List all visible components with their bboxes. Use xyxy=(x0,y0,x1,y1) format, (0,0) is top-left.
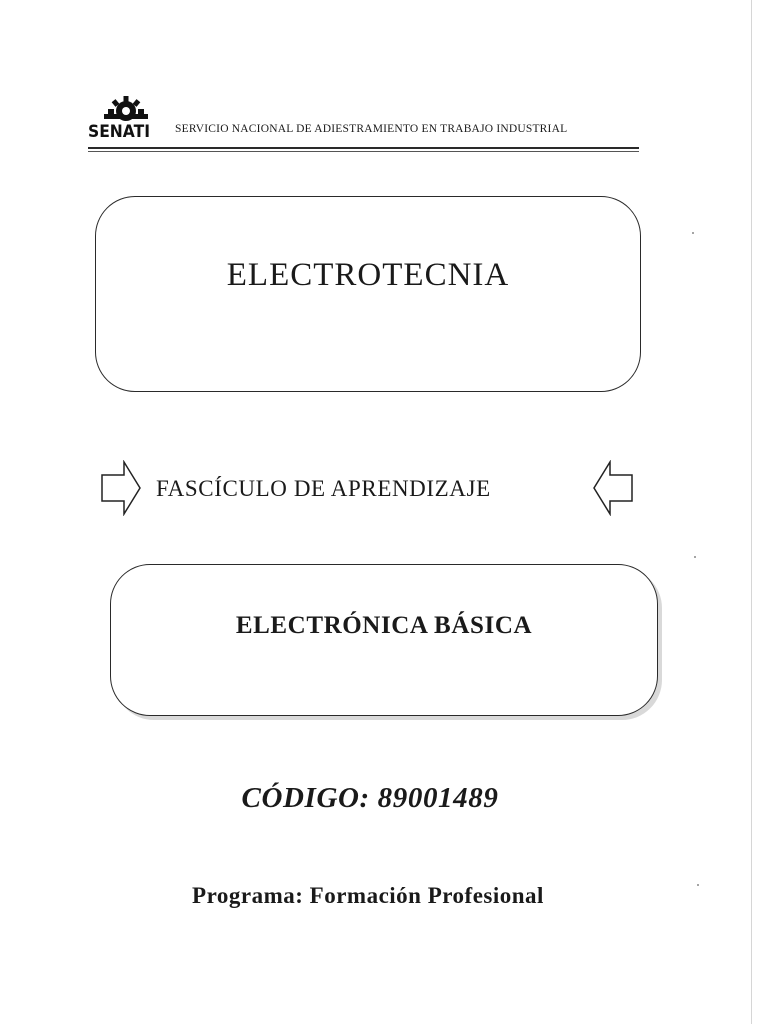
subject-box xyxy=(110,564,658,716)
fasciculo-label: FASCÍCULO DE APRENDIZAJE xyxy=(156,476,491,501)
page-edge xyxy=(751,0,752,1024)
document-title: ELECTROTECNIA xyxy=(226,257,510,293)
header-rule-thin xyxy=(88,151,639,152)
course-code: CÓDIGO: 89001489 xyxy=(241,782,499,814)
title-box xyxy=(95,196,641,392)
outline-arrow-left-icon xyxy=(590,460,634,516)
program-name: Programa: Formación Profesional xyxy=(192,883,544,908)
scan-speck xyxy=(694,556,696,558)
header-rule-thick xyxy=(88,147,639,149)
scan-speck xyxy=(697,884,699,886)
institution-name: SERVICIO NACIONAL DE ADIESTRAMIENTO EN TRABAJO INDUSTRIAL xyxy=(175,123,568,135)
fasciculo-banner xyxy=(100,460,634,516)
svg-text:SENATI: SENATI xyxy=(88,122,150,140)
subject-title: ELECTRÓNICA BÁSICA xyxy=(235,612,533,639)
outline-arrow-right-icon xyxy=(100,460,144,516)
scan-speck xyxy=(692,232,694,234)
header xyxy=(88,92,640,154)
senati-logo xyxy=(88,92,168,140)
